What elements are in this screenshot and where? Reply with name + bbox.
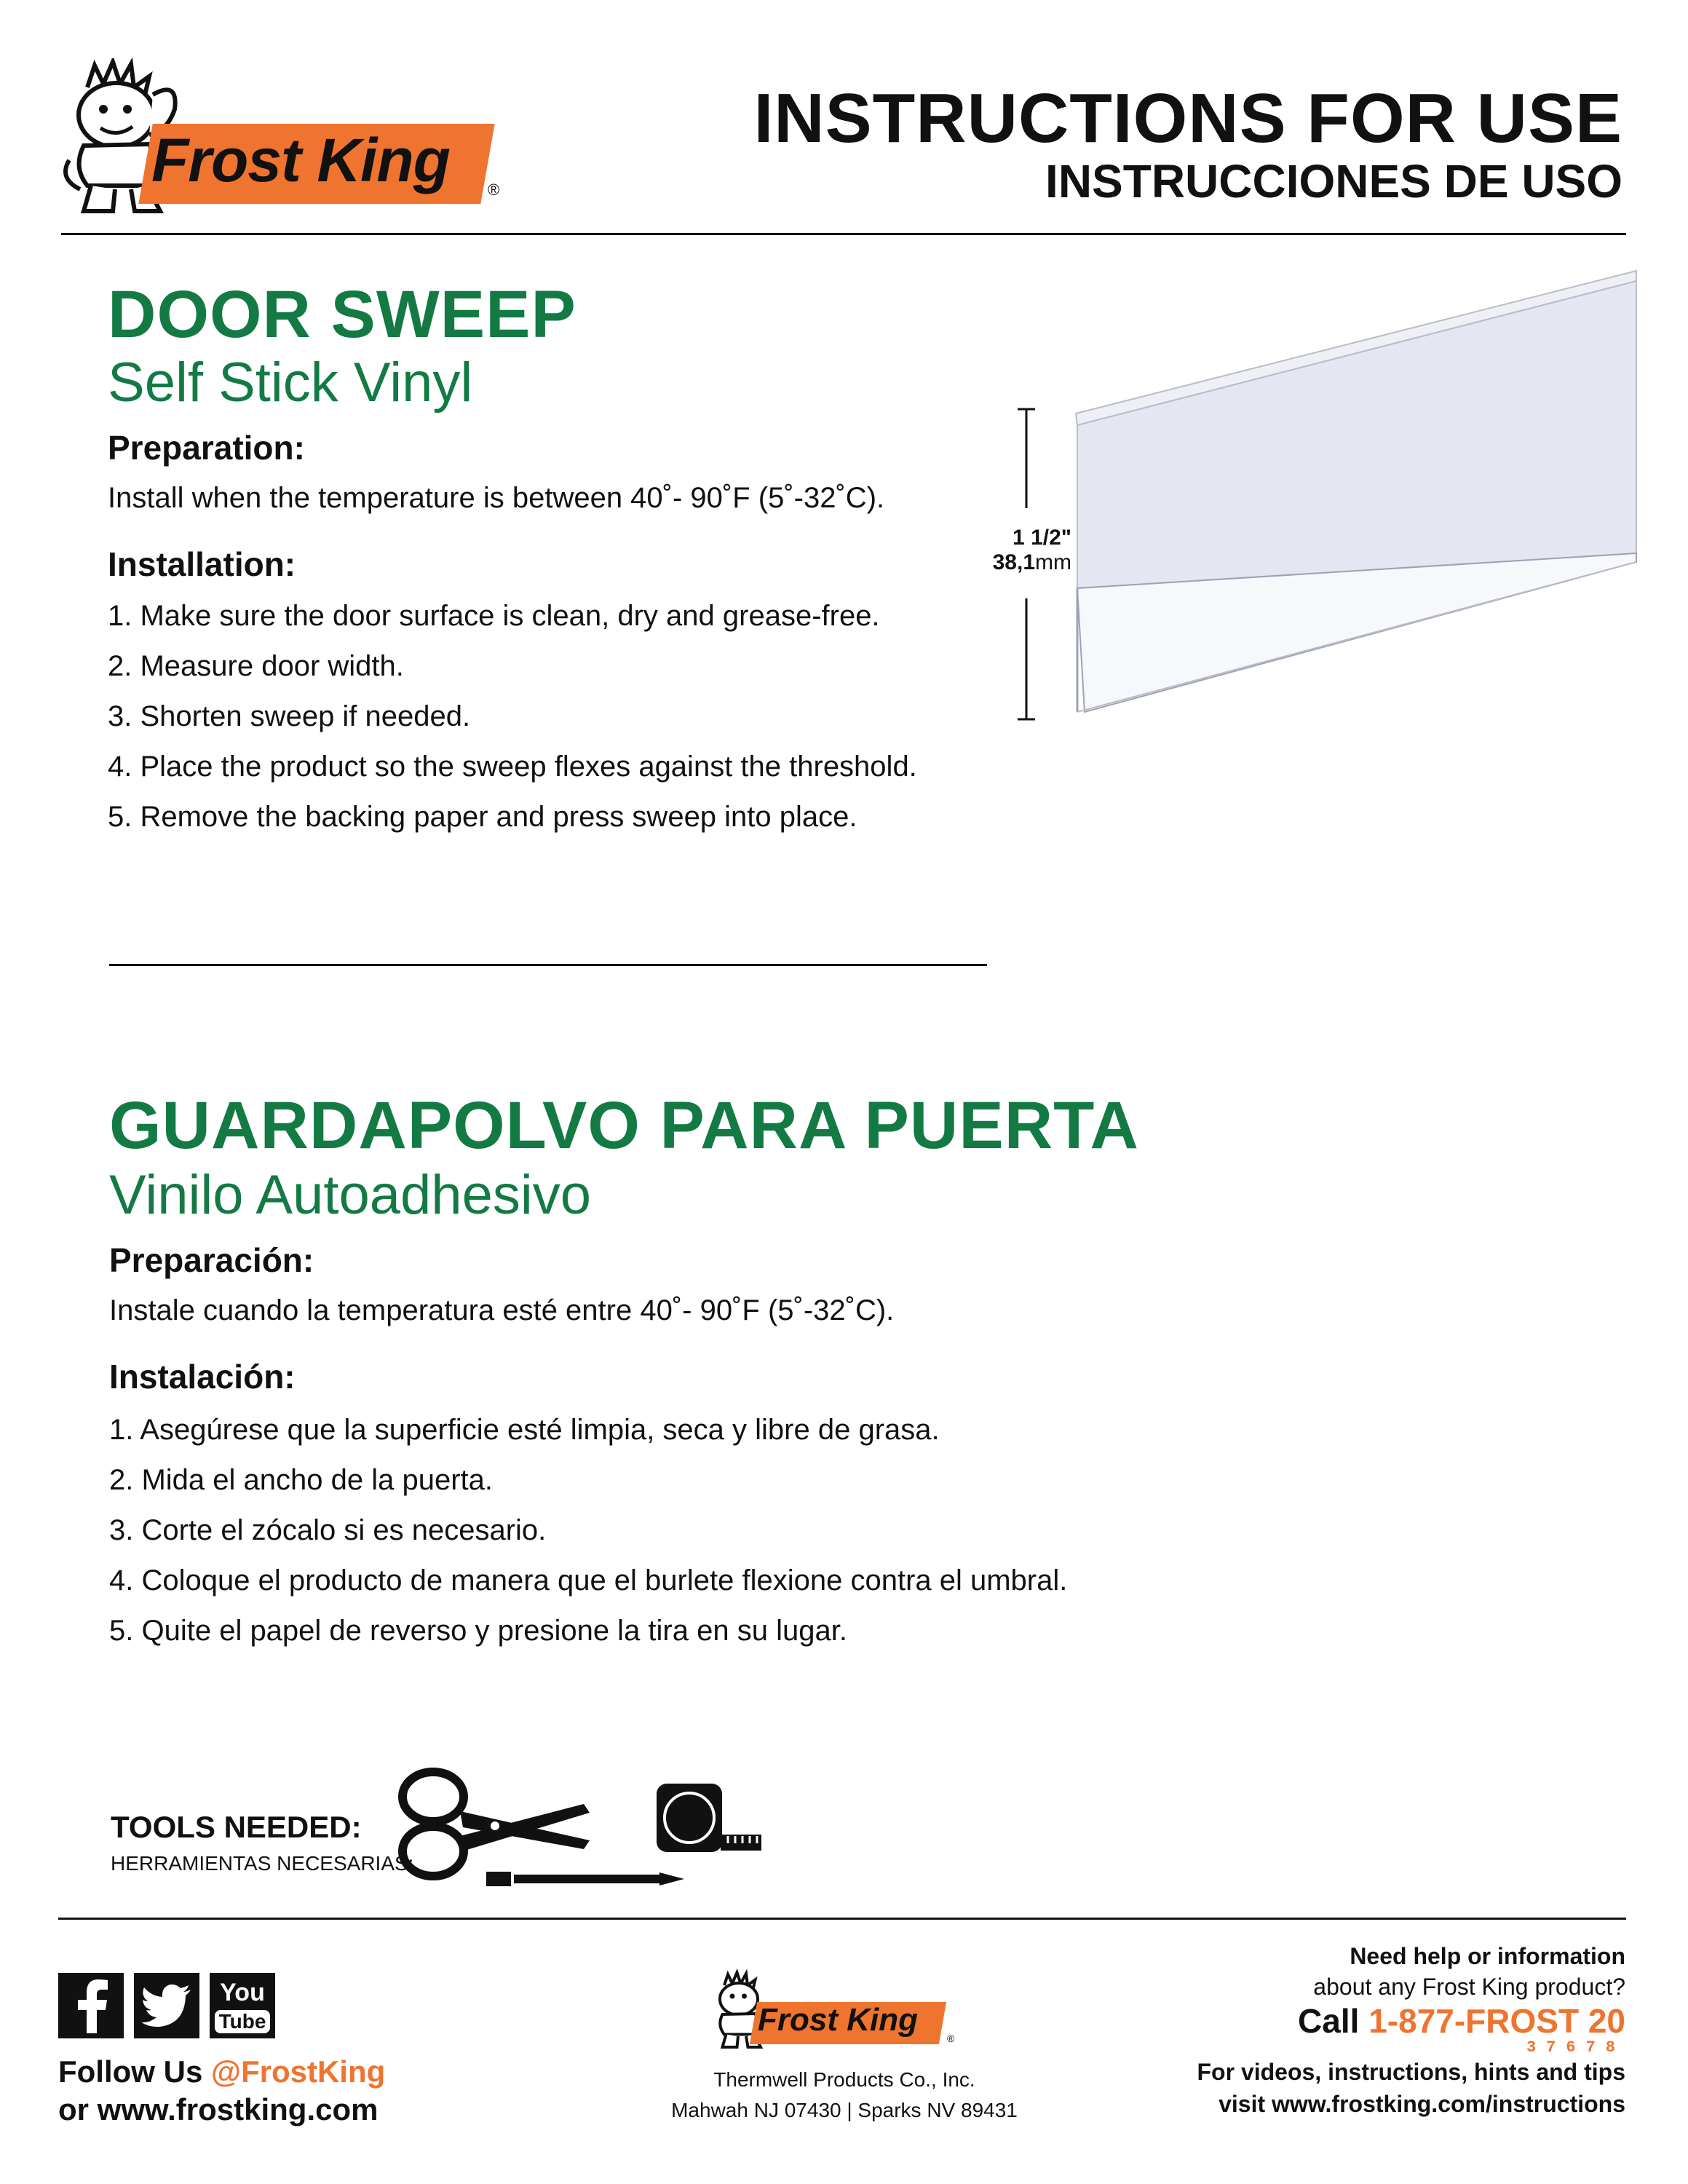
dimension-imperial: 1 1/2" (1013, 526, 1071, 550)
frost-king-logo (58, 58, 510, 218)
product-subtitle-spanish: Vinilo Autoadhesivo (109, 1164, 591, 1226)
list-item: 3. Shorten sweep if needed. (108, 700, 471, 732)
follow-prefix: Follow Us (58, 2054, 211, 2089)
youtube-tube-text: Tube (215, 2010, 271, 2033)
list-item: 2. Mida el ancho de la puerta. (109, 1464, 494, 1496)
instalacion-steps (109, 1405, 1067, 1656)
pencil-icon (486, 1868, 690, 1890)
preparacion-heading: Preparación: (109, 1241, 314, 1279)
follow-us (58, 2053, 385, 2129)
preparacion-text: Instale cuando la temperatura esté entre 40˚- 90˚F (5˚-32˚C). (109, 1294, 895, 1326)
installation-steps (108, 591, 917, 842)
list-item: 1. Asegúrese que la superficie esté limpia, seca y libre de grasa. (109, 1414, 940, 1446)
footer-logo (710, 1966, 972, 2060)
product-title: DOOR SWEEP (108, 277, 576, 352)
youtube-you-text: You (220, 1978, 265, 2006)
door-sweep-icon (968, 262, 1638, 728)
instalacion-heading: Instalación: (109, 1358, 296, 1396)
company-address: Mahwah NJ 07430 | Sparks NV 89431 (671, 2099, 1018, 2121)
product-subtitle: Self Stick Vinyl (108, 352, 473, 414)
preparation-text: Install when the temperature is between 40˚- 90˚F (5˚-32˚C). (108, 482, 885, 514)
instructions-link[interactable]: visit www.frostking.com/instructions (1219, 2091, 1625, 2117)
list-item: 3. Corte el zócalo si es necesario. (109, 1514, 547, 1546)
tools-subheading: HERRAMIENTAS NECESARIAS: (111, 1852, 414, 1875)
website-link[interactable]: or www.frostking.com (58, 2092, 379, 2126)
list-item: 2. Measure door width. (108, 650, 404, 682)
list-item: 4. Place the product so the sweep flexes against the threshold. (108, 751, 917, 783)
footer-divider (58, 1918, 1626, 1920)
company-name: Thermwell Products Co., Inc. (713, 2068, 975, 2091)
installation-heading: Installation: (108, 545, 296, 583)
phone-number-link[interactable]: 1-877-FROST 20 (1368, 2002, 1625, 2040)
tools-heading: TOOLS NEEDED: (111, 1810, 362, 1844)
page-title: INSTRUCTIONS FOR USE (753, 79, 1622, 157)
list-item: 4. Coloque el producto de manera que el burlete flexione contra el umbral. (109, 1564, 1068, 1597)
help-line-2: about any Frost King product? (1313, 1974, 1625, 2000)
help-info (1197, 1941, 1626, 2120)
company-info (655, 2065, 1034, 2126)
preparation-heading: Preparation: (108, 429, 305, 467)
footer-logo-text: Frost King (758, 2002, 918, 2038)
dimension-metric (993, 550, 1071, 575)
youtube-icon[interactable] (210, 1973, 275, 2038)
page-title-spanish: INSTRUCCIONES DE USO (1045, 155, 1622, 207)
footer-registered-mark: ® (947, 2033, 955, 2044)
list-item: 5. Quite el papel de reverso y presione la tira en su lugar. (109, 1615, 847, 1647)
list-item: 5. Remove the backing paper and press sweep into place. (108, 801, 857, 833)
section-divider (109, 964, 987, 966)
header-divider (61, 233, 1626, 235)
logo-text: Frost King (151, 126, 450, 194)
call-prefix: Call (1298, 2002, 1369, 2040)
registered-mark: ® (488, 181, 500, 199)
facebook-icon[interactable] (58, 1973, 124, 2038)
tape-measure-icon (655, 1782, 764, 1862)
door-sweep-illustration (968, 262, 1638, 728)
twitter-icon[interactable] (134, 1973, 199, 2038)
product-title-spanish: GUARDAPOLVO PARA PUERTA (109, 1088, 1139, 1163)
dimension-metric-value: 38,1 (992, 550, 1036, 574)
dimension-metric-unit: mm (1035, 550, 1071, 574)
phone-digits: 37678 (1526, 2038, 1625, 2057)
twitter-handle-link[interactable]: @FrostKing (211, 2054, 386, 2089)
help-line-1: Need help or information (1350, 1943, 1625, 1969)
help-line-5: For videos, instructions, hints and tips (1197, 2059, 1625, 2085)
call-line (1197, 2002, 1626, 2040)
list-item: 1. Make sure the door surface is clean, dry and grease-free. (108, 600, 880, 632)
